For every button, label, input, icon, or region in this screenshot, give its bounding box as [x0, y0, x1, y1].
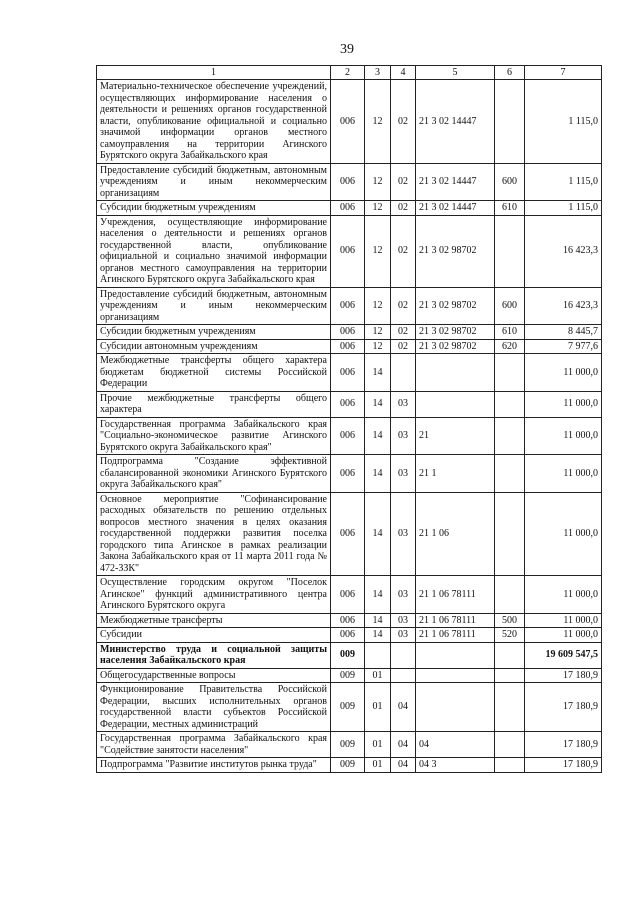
table-row	[97, 325, 602, 340]
subsection-code: 03	[391, 628, 416, 643]
target-article: 21 3 02 98702	[416, 339, 495, 354]
table-row	[97, 287, 602, 325]
ministry-code: 006	[331, 325, 365, 340]
section-code: 01	[365, 668, 391, 683]
col-header: 3	[365, 66, 391, 80]
row-name: Осуществление городским округом "Поселок Агинское" функций административного центра Агинского Бурятского округа	[97, 576, 331, 614]
ministry-code: 006	[331, 354, 365, 392]
table-row	[97, 668, 602, 683]
row-name: Общегосударственные вопросы	[97, 668, 331, 683]
amount: 11 000,0	[525, 613, 602, 628]
ministry-code: 006	[331, 163, 365, 201]
target-article: 21 3 02 98702	[416, 287, 495, 325]
expense-type: 520	[495, 628, 525, 643]
table-row	[97, 576, 602, 614]
row-name: Функционирование Правительства Российской Федерации, высших исполнительных органов государственной власти субъектов Российской Федерации, местных администраций	[97, 683, 331, 732]
target-article	[416, 642, 495, 668]
amount: 16 423,3	[525, 287, 602, 325]
subsection-code: 02	[391, 163, 416, 201]
row-name: Министерство труда и социальной защиты населения Забайкальского края	[97, 642, 331, 668]
subsection-code	[391, 668, 416, 683]
amount: 19 609 547,5	[525, 642, 602, 668]
subsection-code: 04	[391, 758, 416, 773]
ministry-code: 009	[331, 732, 365, 758]
ministry-code: 009	[331, 758, 365, 773]
expense-type	[495, 455, 525, 493]
col-header: 7	[525, 66, 602, 80]
expense-type	[495, 758, 525, 773]
table-row	[97, 455, 602, 493]
table-row	[97, 683, 602, 732]
subsection-code: 03	[391, 455, 416, 493]
table-row	[97, 492, 602, 576]
expense-type	[495, 683, 525, 732]
section-code: 12	[365, 339, 391, 354]
ministry-code: 006	[331, 215, 365, 287]
table-row	[97, 417, 602, 455]
subsection-code	[391, 354, 416, 392]
target-article: 21 3 02 14447	[416, 80, 495, 164]
subsection-code: 03	[391, 391, 416, 417]
col-header: 4	[391, 66, 416, 80]
ministry-code: 006	[331, 613, 365, 628]
table-row	[97, 215, 602, 287]
ministry-code: 006	[331, 80, 365, 164]
subsection-code: 03	[391, 492, 416, 576]
row-name: Предоставление субсидий бюджетным, автономным учреждениям и иным некоммерческим организациям	[97, 163, 331, 201]
ministry-code: 006	[331, 287, 365, 325]
section-code: 12	[365, 201, 391, 216]
section-code: 12	[365, 215, 391, 287]
table-row	[97, 758, 602, 773]
subsection-code: 02	[391, 215, 416, 287]
amount: 11 000,0	[525, 391, 602, 417]
row-name: Прочие межбюджетные трансферты общего характера	[97, 391, 331, 417]
section-code: 14	[365, 492, 391, 576]
col-header: 2	[331, 66, 365, 80]
section-code: 01	[365, 758, 391, 773]
ministry-code: 006	[331, 201, 365, 216]
section-code: 12	[365, 163, 391, 201]
target-article	[416, 354, 495, 392]
col-header: 1	[97, 66, 331, 80]
amount: 11 000,0	[525, 576, 602, 614]
row-name: Межбюджетные трансферты	[97, 613, 331, 628]
expense-type: 600	[495, 287, 525, 325]
table-row	[97, 613, 602, 628]
row-name: Субсидии бюджетным учреждениям	[97, 325, 331, 340]
expense-type	[495, 354, 525, 392]
expense-type: 610	[495, 201, 525, 216]
target-article: 21 1 06 78111	[416, 613, 495, 628]
section-code: 01	[365, 732, 391, 758]
ministry-code: 006	[331, 455, 365, 493]
row-name: Государственная программа Забайкальского края "Социально-экономическое развитие Агинского Бурятского округа Забайкальского края"	[97, 417, 331, 455]
row-name: Учреждения, осуществляющие информирование населения о деятельности и решениях органов государственной власти, опубликование официальной и социально значимой информации органов местного самоуправления на территории Агинского Бурятского округа Забайкальского края	[97, 215, 331, 287]
target-article: 21	[416, 417, 495, 455]
target-article: 04 3	[416, 758, 495, 773]
col-header: 5	[416, 66, 495, 80]
ministry-code: 006	[331, 492, 365, 576]
expense-type	[495, 576, 525, 614]
expense-type: 500	[495, 613, 525, 628]
row-name: Субсидии	[97, 628, 331, 643]
table-row	[97, 201, 602, 216]
table-row	[97, 628, 602, 643]
ministry-code: 006	[331, 417, 365, 455]
target-article: 21 3 02 98702	[416, 215, 495, 287]
target-article	[416, 668, 495, 683]
section-code: 12	[365, 325, 391, 340]
expense-type	[495, 492, 525, 576]
amount: 11 000,0	[525, 455, 602, 493]
row-name: Основное мероприятие "Софинансирование расходных обязательств по решению отдельных вопросов местного значения в целях оказания государственной поддержки развития поселка городского типа Агинское в рамках реализации Закона Забайкальского края от 11 марта 2011 года № 472-ЗЗК"	[97, 492, 331, 576]
expense-type	[495, 391, 525, 417]
ministry-code: 009	[331, 668, 365, 683]
subsection-code	[391, 642, 416, 668]
section-code: 14	[365, 354, 391, 392]
row-name: Подпрограмма "Создание эффективной сбалансированной экономики Агинского Бурятского округа Забайкальского края"	[97, 455, 331, 493]
subsection-code: 03	[391, 417, 416, 455]
table-row	[97, 163, 602, 201]
expense-type: 610	[495, 325, 525, 340]
expense-type: 620	[495, 339, 525, 354]
ministry-code: 006	[331, 339, 365, 354]
target-article: 21 1 06 78111	[416, 576, 495, 614]
expense-type	[495, 668, 525, 683]
amount: 17 180,9	[525, 758, 602, 773]
amount: 11 000,0	[525, 492, 602, 576]
subsection-code: 03	[391, 613, 416, 628]
amount: 8 445,7	[525, 325, 602, 340]
section-code: 14	[365, 391, 391, 417]
subsection-code: 04	[391, 732, 416, 758]
subsection-code: 02	[391, 287, 416, 325]
table-row	[97, 391, 602, 417]
table-row	[97, 642, 602, 668]
row-name: Государственная программа Забайкальского края "Содействие занятости населения"	[97, 732, 331, 758]
expense-type	[495, 417, 525, 455]
target-article: 21 1 06 78111	[416, 628, 495, 643]
subsection-code: 02	[391, 80, 416, 164]
target-article: 21 3 02 14447	[416, 163, 495, 201]
budget-table	[96, 65, 602, 773]
amount: 11 000,0	[525, 417, 602, 455]
amount: 16 423,3	[525, 215, 602, 287]
ministry-code: 009	[331, 642, 365, 668]
target-article: 21 1 06	[416, 492, 495, 576]
section-code	[365, 642, 391, 668]
target-article	[416, 683, 495, 732]
amount: 17 180,9	[525, 668, 602, 683]
amount: 17 180,9	[525, 683, 602, 732]
section-code: 14	[365, 613, 391, 628]
amount: 1 115,0	[525, 201, 602, 216]
row-name: Предоставление субсидий бюджетным, автономным учреждениям и иным некоммерческим организациям	[97, 287, 331, 325]
page-number: 39	[340, 42, 354, 57]
expense-type	[495, 215, 525, 287]
table-row	[97, 339, 602, 354]
amount: 1 115,0	[525, 163, 602, 201]
subsection-code: 02	[391, 339, 416, 354]
subsection-code: 04	[391, 683, 416, 732]
target-article	[416, 391, 495, 417]
row-name: Подпрограмма "Развитие институтов рынка труда"	[97, 758, 331, 773]
row-name: Субсидии автономным учреждениям	[97, 339, 331, 354]
section-code: 14	[365, 628, 391, 643]
section-code: 14	[365, 455, 391, 493]
target-article: 21 3 02 98702	[416, 325, 495, 340]
section-code: 12	[365, 287, 391, 325]
table-row	[97, 732, 602, 758]
amount: 11 000,0	[525, 628, 602, 643]
section-code: 01	[365, 683, 391, 732]
section-code: 14	[365, 417, 391, 455]
expense-type	[495, 80, 525, 164]
amount: 7 977,6	[525, 339, 602, 354]
subsection-code: 02	[391, 201, 416, 216]
expense-type: 600	[495, 163, 525, 201]
amount: 1 115,0	[525, 80, 602, 164]
expense-type	[495, 732, 525, 758]
expense-type	[495, 642, 525, 668]
row-name: Межбюджетные трансферты общего характера бюджетам бюджетной системы Российской Федерации	[97, 354, 331, 392]
subsection-code: 03	[391, 576, 416, 614]
row-name: Материально-техническое обеспечение учреждений, осуществляющих информирование населения о деятельности и решениях органов государственной власти, опубликование официальной и социально значимой информации органов местного самоуправления на территории Агинского Бурятского округа Забайкальского края	[97, 80, 331, 164]
table-row	[97, 80, 602, 164]
target-article: 21 3 02 14447	[416, 201, 495, 216]
amount: 11 000,0	[525, 354, 602, 392]
table-row	[97, 354, 602, 392]
ministry-code: 006	[331, 391, 365, 417]
ministry-code: 009	[331, 683, 365, 732]
target-article: 04	[416, 732, 495, 758]
section-code: 12	[365, 80, 391, 164]
header-row	[97, 66, 602, 80]
col-header: 6	[495, 66, 525, 80]
ministry-code: 006	[331, 628, 365, 643]
ministry-code: 006	[331, 576, 365, 614]
amount: 17 180,9	[525, 732, 602, 758]
subsection-code: 02	[391, 325, 416, 340]
target-article: 21 1	[416, 455, 495, 493]
row-name: Субсидии бюджетным учреждениям	[97, 201, 331, 216]
section-code: 14	[365, 576, 391, 614]
